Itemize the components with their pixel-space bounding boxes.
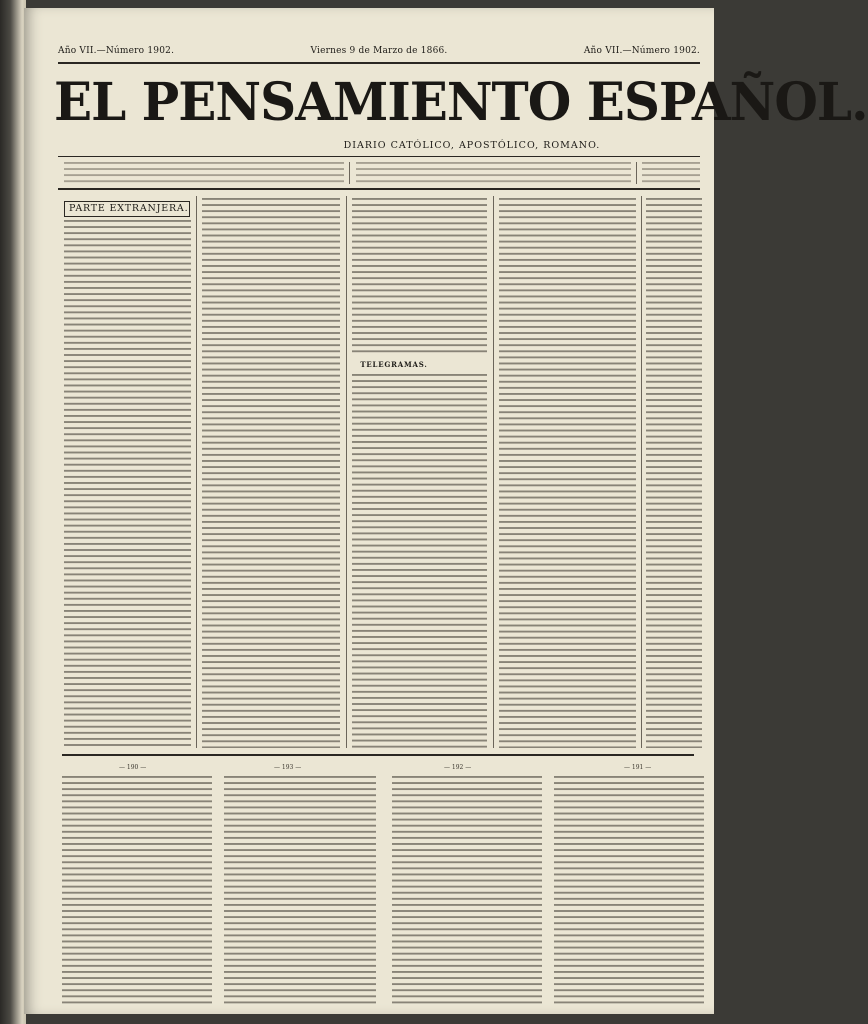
feuilleton-column-4	[554, 776, 704, 1004]
newspaper-title: EL PENSAMIENTO ESPAÑOL.	[54, 70, 868, 133]
issue-line	[58, 46, 700, 56]
subscription-terms-far-right	[642, 162, 700, 184]
column-1-text	[64, 220, 191, 748]
column-divider-4	[641, 196, 642, 748]
column-divider-1	[196, 196, 197, 748]
masthead-top-rule	[58, 62, 700, 64]
feuilleton-page-number-4: — 191 —	[624, 764, 652, 771]
feuilleton-rule	[62, 754, 694, 756]
newspaper-page	[24, 8, 868, 1014]
issue-date: Viernes 9 de Marzo de 1866.	[310, 46, 448, 56]
feuilleton-page-number-2: — 193 —	[274, 764, 302, 771]
issue-number-right: Año VII.—Número 1902.	[583, 46, 700, 56]
column-4-text	[499, 198, 636, 748]
feuilleton-column-2	[224, 776, 376, 1004]
terms-divider-right	[636, 162, 637, 184]
feuilleton-column-3	[392, 776, 542, 1004]
column-divider-2	[346, 196, 347, 748]
subtitle-rule	[58, 156, 700, 157]
column-divider-3	[493, 196, 494, 748]
subscription-terms-right	[356, 162, 631, 184]
feuilleton-page-number-1: — 190 —	[119, 764, 147, 771]
feuilleton-column-1	[62, 776, 212, 1004]
column-5-text	[646, 198, 702, 748]
subscription-terms-left	[64, 162, 344, 184]
column-2-text	[202, 198, 340, 748]
telegrams-heading: TELEGRAMAS.	[360, 360, 428, 369]
column-3-text-top	[352, 198, 487, 356]
foreign-section-heading: PARTE EXTRANJERA.	[64, 201, 190, 217]
terms-divider	[349, 162, 350, 184]
terms-bottom-rule	[58, 188, 700, 190]
book-spine	[0, 0, 26, 1024]
feuilleton-page-number-3: — 192 —	[444, 764, 472, 771]
issue-number-left: Año VII.—Número 1902.	[58, 46, 175, 56]
column-3-text-telegrams	[352, 374, 487, 748]
newspaper-subtitle: DIARIO CATÓLICO, APOSTÓLICO, ROMANO.	[343, 140, 601, 151]
